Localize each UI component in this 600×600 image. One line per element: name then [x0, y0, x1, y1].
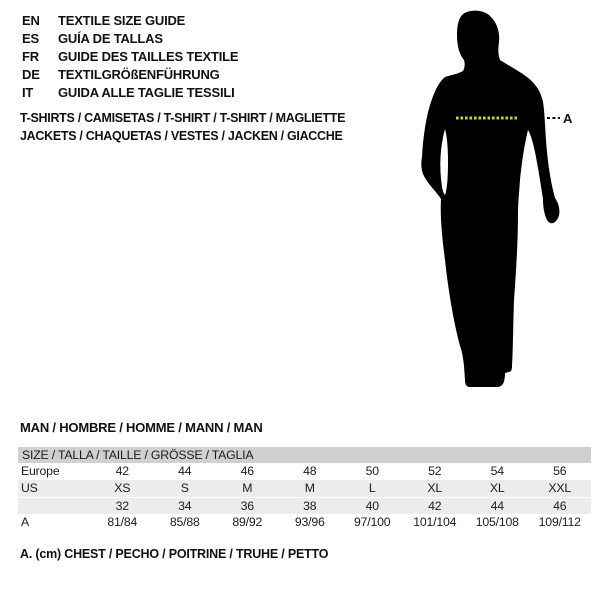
size-cell: 34 [178, 499, 192, 513]
language-row [22, 48, 238, 66]
size-row-europe [18, 463, 591, 480]
size-cell: S [180, 481, 189, 495]
size-cell: 32 [115, 499, 129, 513]
size-cell: 42 [428, 499, 442, 513]
language-label: GUÍA DE TALLAS [58, 31, 163, 46]
row-label: US [21, 481, 38, 495]
size-cell: M [242, 481, 253, 495]
size-cell: 50 [365, 464, 379, 478]
language-label: TEXTILGRÖßENFÜHRUNG [58, 67, 220, 82]
size-cell: 105/108 [475, 515, 519, 529]
row-label: Europe [21, 464, 60, 478]
size-cell: 81/84 [107, 515, 138, 529]
category-jackets: JACKETS / CHAQUETAS / VESTES / JACKEN / GIACCHE [20, 129, 343, 143]
size-cell: 54 [490, 464, 504, 478]
man-silhouette [421, 11, 559, 387]
measurement-footnote: A. (cm) CHEST / PECHO / POITRINE / TRUHE / PETTO [20, 547, 329, 561]
size-cell: XS [114, 481, 131, 495]
size-table [18, 447, 591, 531]
size-cell: L [368, 481, 376, 495]
language-label: TEXTILE SIZE GUIDE [58, 13, 186, 28]
language-code: FR [22, 49, 39, 64]
size-cell: 52 [428, 464, 442, 478]
size-cell: 40 [365, 499, 379, 513]
size-row-us [18, 480, 591, 497]
language-label: GUIDA ALLE TAGLIE TESSILI [58, 85, 235, 100]
size-row-chest [18, 514, 591, 531]
language-row [22, 12, 238, 30]
size-cell: 101/104 [413, 515, 457, 529]
man-silhouette-figure [395, 2, 575, 400]
category-tshirts: T-SHIRTS / CAMISETAS / T-SHIRT / T-SHIRT / MAGLIETTE [20, 111, 346, 125]
size-cell: 89/92 [232, 515, 263, 529]
size-row-intl [18, 497, 591, 514]
size-cell: XL [489, 481, 505, 495]
language-list [22, 12, 238, 102]
size-cell: 109/112 [538, 515, 581, 529]
size-cell: 85/88 [169, 515, 200, 529]
row-label: A [21, 515, 30, 529]
size-cell: 44 [490, 499, 504, 513]
measurement-label-a: A [563, 111, 573, 126]
language-code: DE [22, 67, 40, 82]
size-cell: 44 [178, 464, 192, 478]
language-row [22, 30, 238, 48]
size-cell: 42 [115, 464, 129, 478]
language-label: GUIDE DES TAILLES TEXTILE [58, 49, 239, 64]
size-cell: 48 [303, 464, 317, 478]
size-cell: 93/96 [294, 515, 325, 529]
size-cell: 56 [553, 464, 567, 478]
size-cell: 46 [553, 499, 567, 513]
size-cell: M [304, 481, 315, 495]
size-cell: XXL [548, 481, 572, 495]
language-row [22, 84, 238, 102]
size-table-header: SIZE / TALLA / TAILLE / GRÖSSE / TAGLIA [18, 447, 591, 463]
section-title-man: MAN / HOMBRE / HOMME / MANN / MAN [20, 420, 263, 435]
size-cell: 38 [303, 499, 317, 513]
language-code: IT [22, 85, 34, 100]
row-label [18, 498, 91, 514]
language-code: EN [22, 13, 40, 28]
category-list [20, 109, 345, 145]
size-cell: 46 [240, 464, 254, 478]
size-cell: XL [427, 481, 443, 495]
language-row [22, 66, 238, 84]
language-code: ES [22, 31, 39, 46]
size-cell: 36 [240, 499, 254, 513]
size-cell: 97/100 [354, 515, 391, 529]
